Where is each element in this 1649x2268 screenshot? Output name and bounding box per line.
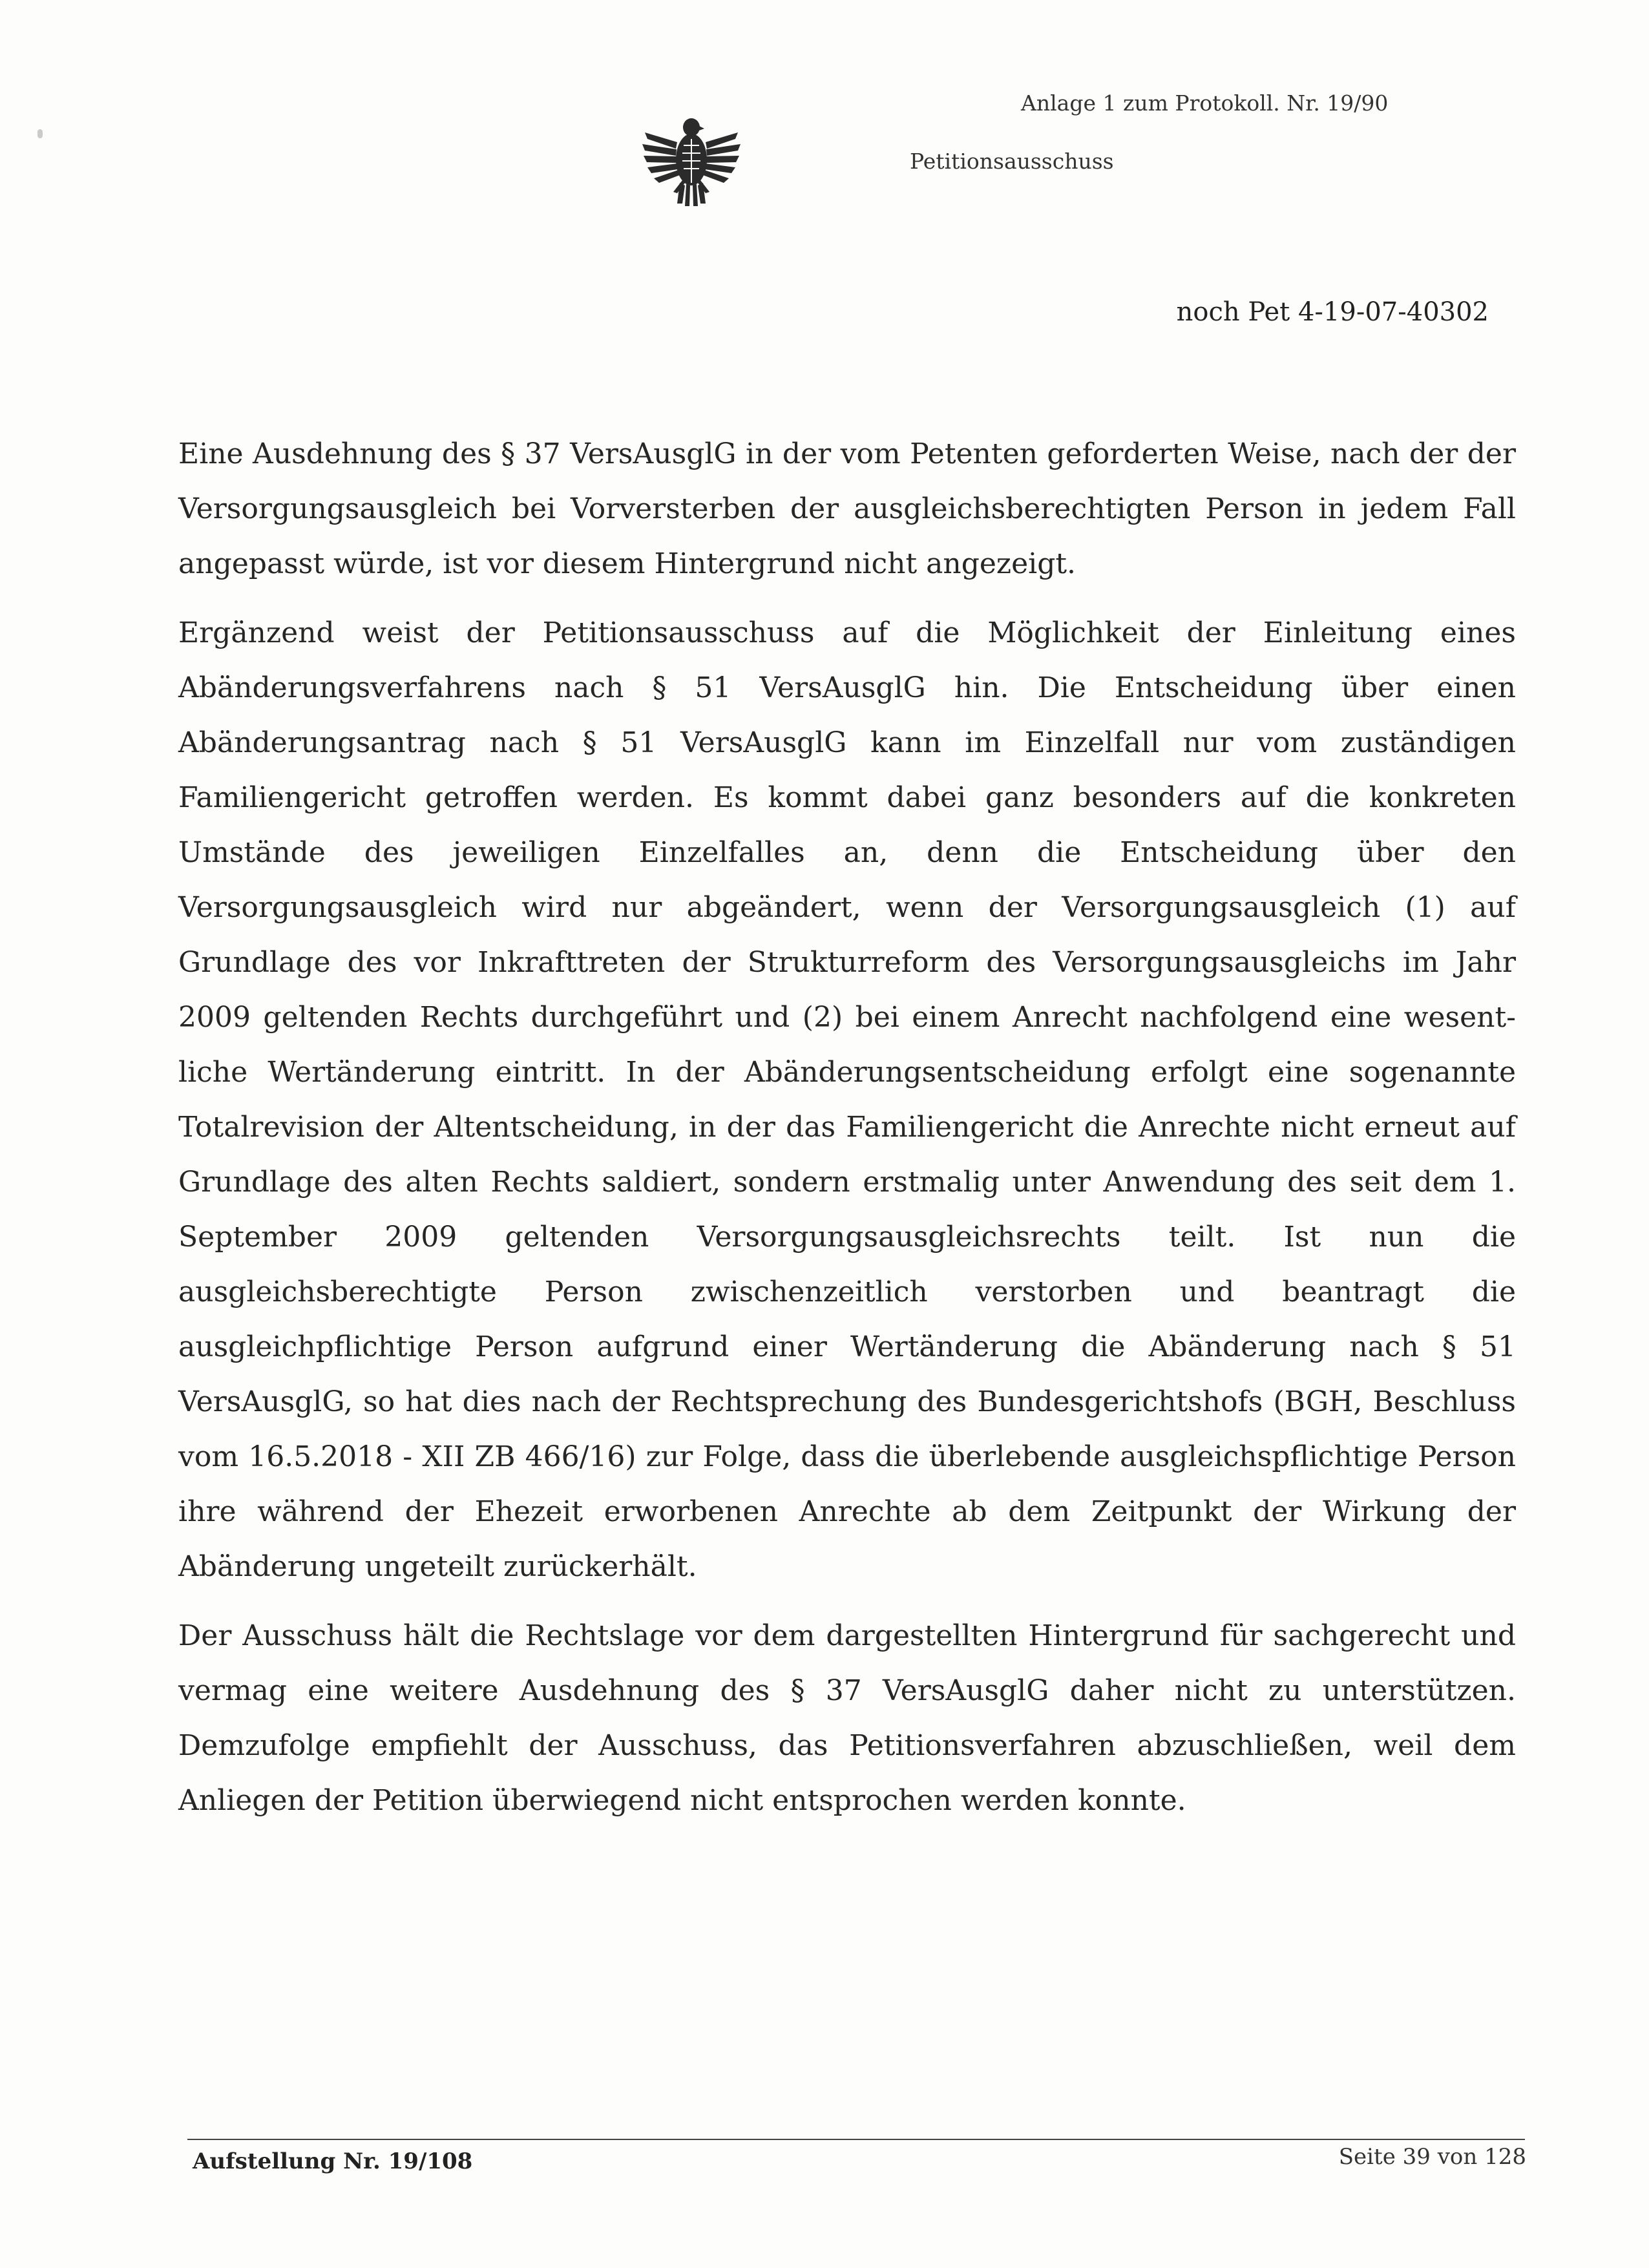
committee-name: Petitionsausschuss xyxy=(910,149,1114,174)
scan-speck xyxy=(37,129,43,138)
listing-number: Aufstellung Nr. 19/108 xyxy=(193,2148,473,2174)
body-text xyxy=(178,426,1516,1842)
petition-reference: noch Pet 4-19-07-40302 xyxy=(1176,297,1489,327)
paragraph-3: Der Ausschuss hält die Rechtslage vor dem dargestellten Hintergrund für sachgerecht und vermag eine weitere Ausdehnung des § 37 VersAusglG daher nicht zu unterstützen. Demzufolge empfiehlt der Ausschuss, das Petitionsverfahren abzuschließen, weil dem Anliegen der Petition überwiegend nicht entsprochen werden konnte. xyxy=(178,1619,1516,1817)
page-number: Seite 39 von 128 xyxy=(1338,2144,1526,2170)
footer-divider xyxy=(187,2139,1525,2140)
paragraph-2: Ergänzend weist der Petitionsausschuss auf die Möglichkeit der Einleitung eines Abänderungsverfahrens nach § 51 VersAusglG hin. Die Entscheidung über einen Abänderungsantrag nach § 51 VersAusglG kann im Einzelfall nur vom zuständigen Familiengericht getroffen werden. Es kommt dabei ganz besonders auf die konkreten Umstände des jeweiligen Einzelfalles an, denn die Entscheidung über den Versorgungsausgleich wird nur abgeändert, wenn der Versorgungsausgleich (1) auf Grundlage des vor Inkrafttreten der Strukturreform des Versorgungsausgleichs im Jahr 2009 geltenden Rechts durchgeführt und (2) bei einem Anrecht nachfolgend eine wesentliche Wertänderung eintritt. In der Abänderungsentscheidung erfolgt eine sogenannte Totalrevision der Altentscheidung, in der das Familiengericht die Anrechte nicht erneut auf Grundlage des alten Rechts saldiert, sondern erstmalig unter Anwendung des seit dem 1. September 2009 geltenden Versorgungsausgleichsrechts teilt. Ist nun die ausgleichsberechtigte Person zwischenzeitlich verstorben und beantragt die ausgleichpflichtige Person aufgrund einer Wertänderung die Abänderung nach § 51 VersAusglG, so hat dies nach der Rechtsprechung des Bundesgerichtshofs (BGH, Beschluss vom 16.5.2018 - XII ZB 466/16) zur Folge, dass die überlebende ausgleichspflichtige Person ihre während der Ehezeit erworbenen Anrechte ab dem Zeitpunkt der Wirkung der Abänderung ungeteilt zurückerhält. xyxy=(178,616,1516,1583)
paragraph-1: Eine Ausdehnung des § 37 VersAusglG in der vom Petenten geforderten Weise, nach der der Versorgungsausgleich bei Vorversterben der ausgleichsberechtigten Person in jedem Fall angepasst würde, ist vor diesem Hintergrund nicht angezeigt. xyxy=(178,437,1516,580)
federal-eagle-icon xyxy=(640,113,743,210)
annex-line: Anlage 1 zum Protokoll. Nr. 19/90 xyxy=(1021,90,1389,116)
